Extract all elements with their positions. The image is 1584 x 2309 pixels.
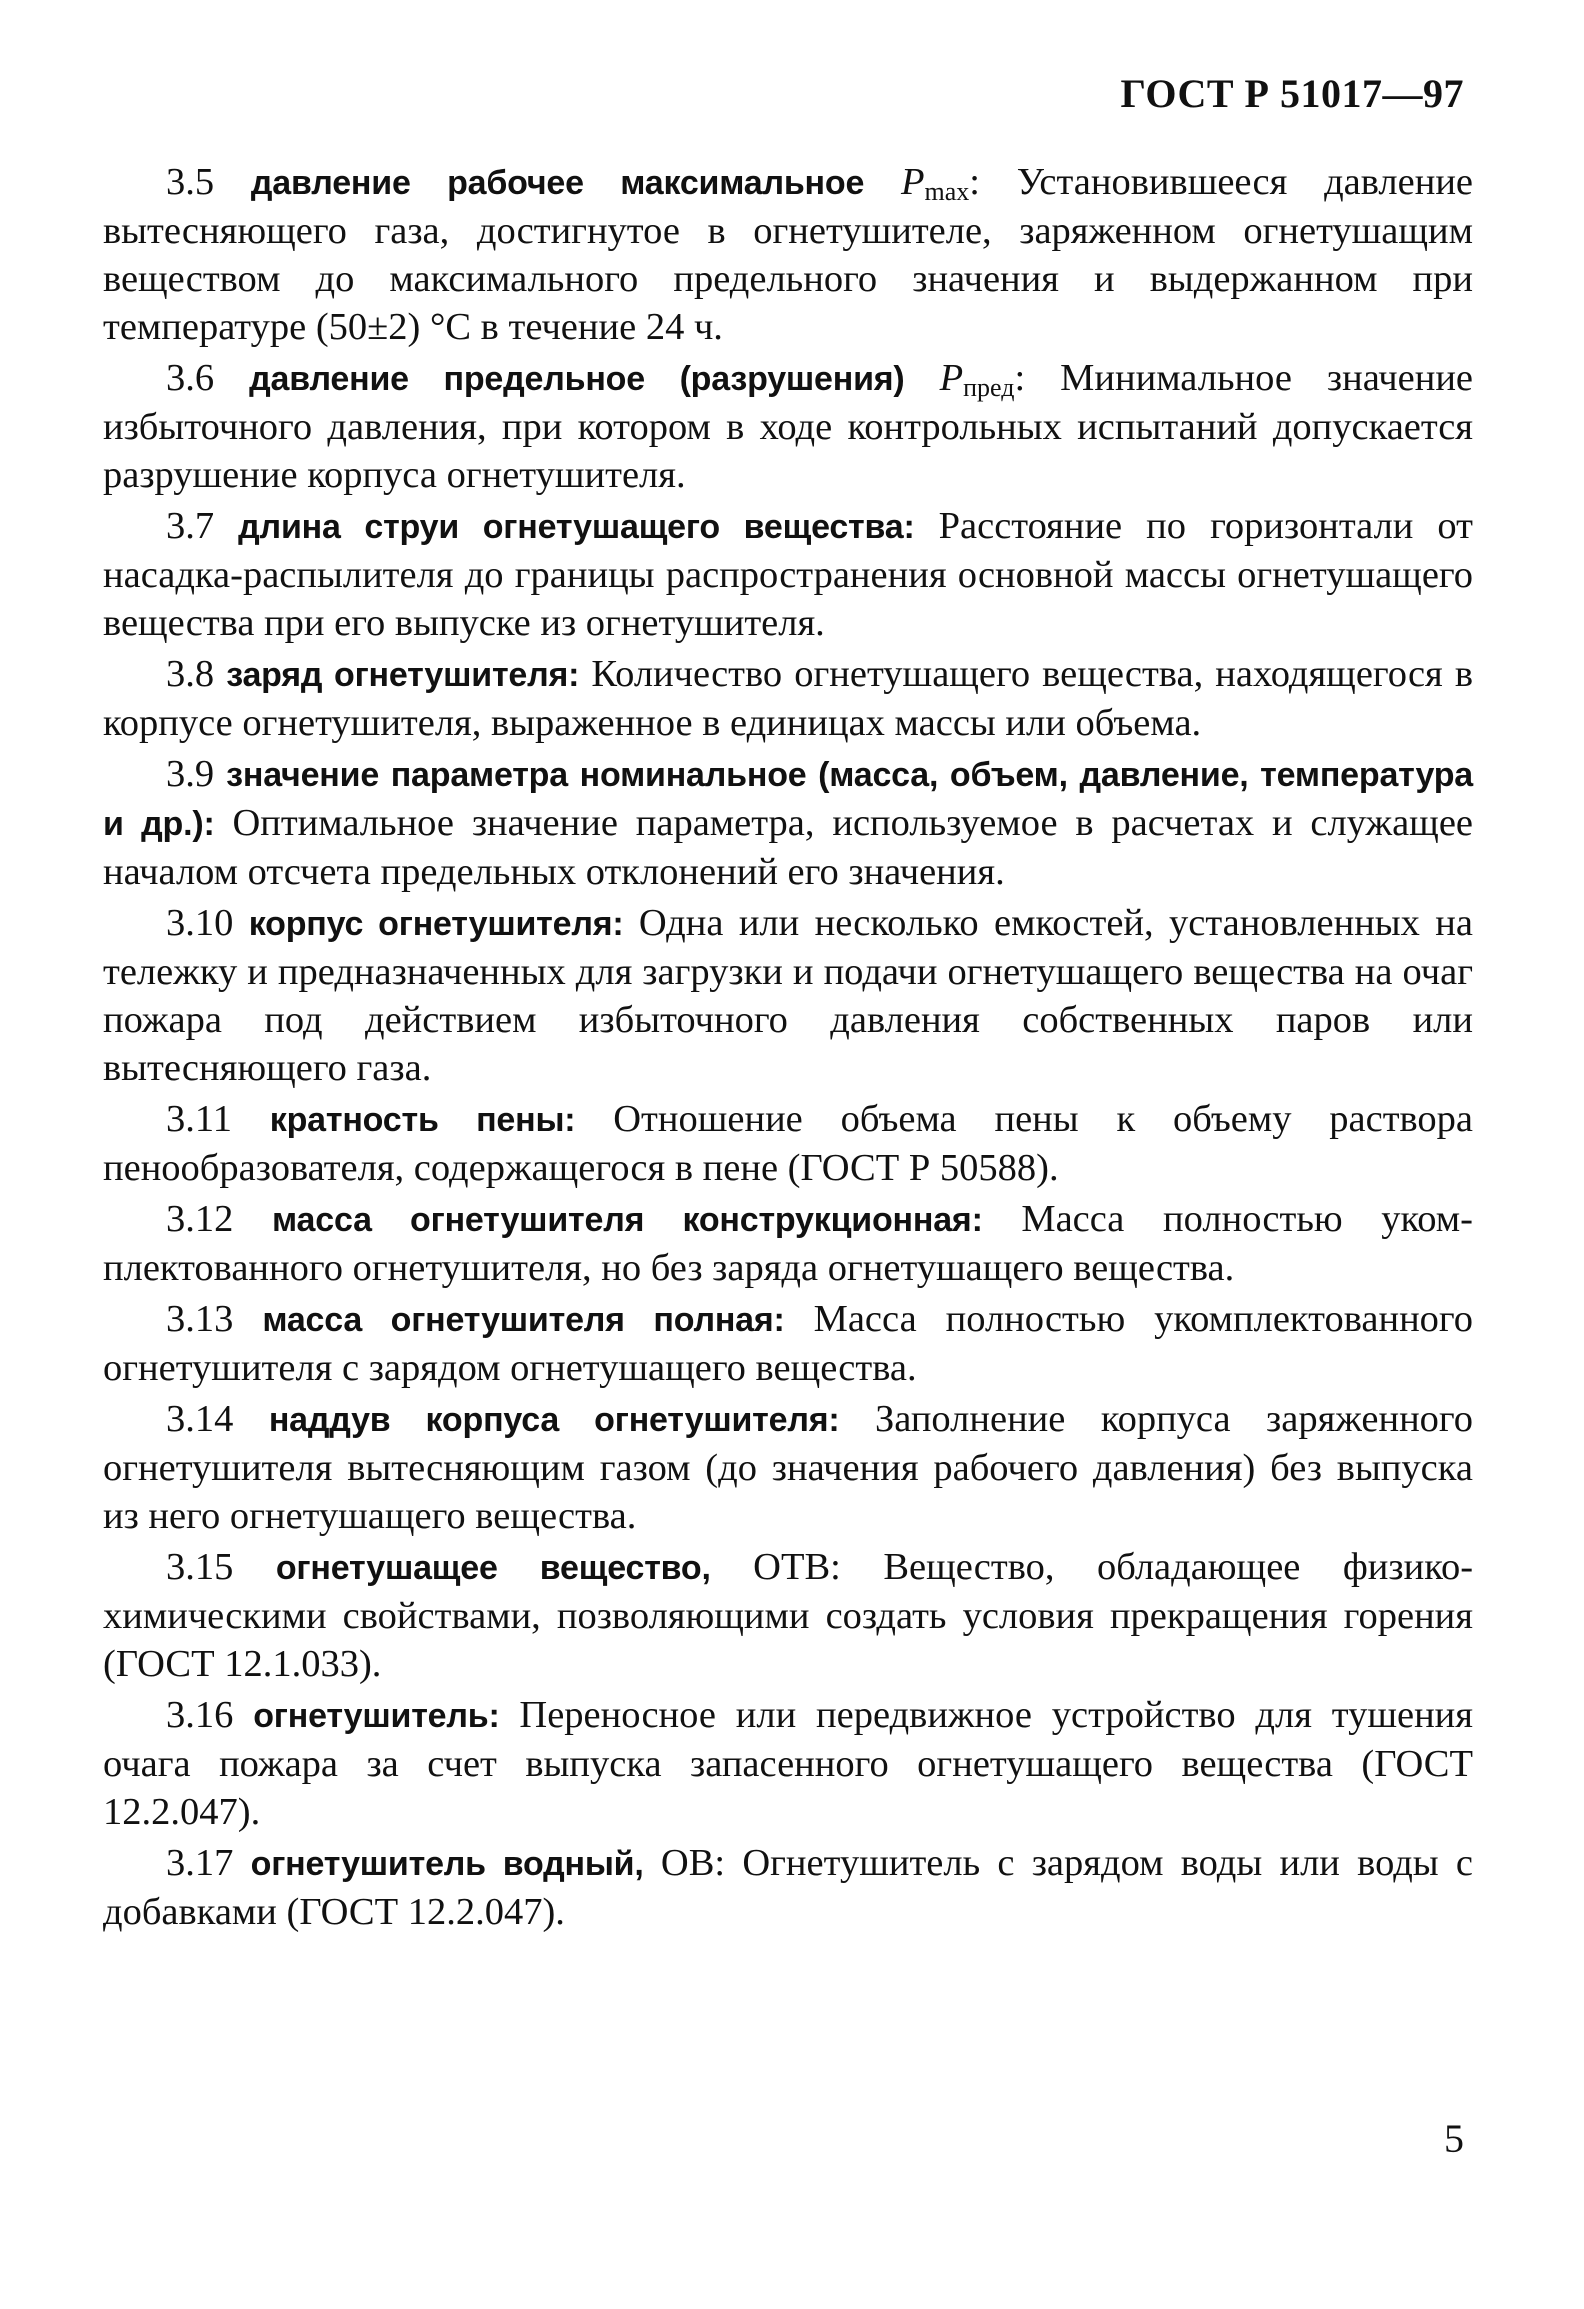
definition-3-6 [103,354,1473,499]
definition-number: 3.10 [166,902,234,944]
definition-term: кратность пены: [269,1101,576,1139]
page-number: 5 [1444,2116,1464,2161]
definition-term: давление рабочее максимальное [250,164,865,202]
document-body [103,158,1473,1939]
definition-3-8 [103,650,1473,747]
definition-number: 3.7 [166,505,215,547]
definition-term: длина струи огнетушащего вещества: [238,508,915,546]
definition-text: Количество огнетушащего вещества, находящегося в корпусе огнетушителя, выраженное в единицах массы или объема. [103,653,1473,744]
definition-3-5 [103,158,1473,351]
definition-3-15 [103,1543,1473,1688]
definition-number: 3.16 [166,1694,234,1736]
definition-text: Заполнение корпуса заряженного огнетушителя вытесняющим газом (до значения рабочего давления) без выпуска из него огнетушащего вещества. [103,1398,1474,1537]
definition-3-14 [103,1395,1473,1540]
page-header: ГОСТ Р 51017—97 [1120,71,1464,116]
definition-text: ОВ: Огнетушитель с зарядом воды или воды с добавками (ГОСТ 12.2.047). [103,1842,1474,1933]
definition-text: Отношение объема пены к объему раствора пенообразователя, содержащегося в пене (ГОСТ Р 50588). [103,1098,1474,1189]
definition-3-10 [103,899,1473,1092]
definition-number: 3.12 [166,1198,234,1240]
definition-text: ОТВ: Вещество, обладающее физико-химическими свойствами, позволяющими создать условия прекращения горения (ГОСТ 12.1.033). [103,1546,1474,1685]
definition-text: Масса полностью укомплектованного огнетушителя с зарядом огнетушащего вещества. [103,1298,1473,1389]
definition-3-16 [103,1691,1473,1836]
definition-3-17 [103,1839,1473,1936]
definition-text: Расстояние по горизонтали от насадка-распылителя до границы распространения основной массы огнетушащего вещества при его выпуске из огнетушителя. [103,505,1473,644]
definition-term: значение параметра номинальное (масса, объем, давление, температура и др.): [103,756,1473,843]
definition-number: 3.15 [166,1546,234,1588]
definition-symbol: P [900,161,925,203]
definition-3-9 [103,750,1473,896]
definition-number: 3.17 [166,1842,234,1884]
definition-text: Масса полностью укомплектованного огнетушителя, но без заряда огнетушащего вещества. [103,1198,1473,1289]
definition-3-13 [103,1295,1473,1392]
definition-colon: : [969,161,980,203]
definition-term: огнетушащее вещество, [275,1549,711,1587]
definition-term: огнетушитель водный, [250,1845,644,1883]
definition-3-12 [103,1195,1473,1292]
definition-term: масса огнетушителя конструкционная: [272,1201,983,1239]
definition-symbol: P [939,357,964,399]
definition-text: Минимальное значение избыточного давления, при котором в ходе контрольных испытаний допускается разрушение корпуса огнетушителя. [103,357,1474,496]
definition-term: заряд огнетушителя: [226,656,580,694]
definition-number: 3.13 [166,1298,234,1340]
definition-symbol-subscript: пред [963,373,1015,402]
definition-text: Установившееся давление вытесняющего газа, достигнутое в огнетушителе, заряженном огнетушащим веществом до максимального предельного значения и выдержанном при температуре (50±2) °С в течение 24 ч. [103,161,1474,348]
definition-number: 3.11 [166,1098,232,1140]
definition-term: масса огнетушителя полная: [262,1301,785,1339]
definition-term: корпус огнетушителя: [248,905,624,943]
definition-number: 3.9 [166,753,215,795]
definition-term: наддув корпуса огнетушителя: [268,1401,840,1439]
definition-colon: : [1014,357,1026,399]
definition-number: 3.8 [166,653,215,695]
definition-symbol-subscript: max [924,177,970,206]
definition-3-11 [103,1095,1473,1192]
definition-term: давление предельное (разрушения) [249,360,905,398]
definition-text: Одна или несколько емкостей, установленных на тележку и предназначенных для загрузки и подачи огнетушащего вещества на очаг пожара под действием избыточного давления собственных паров или вытесняющего газа. [103,902,1473,1089]
definition-term: огнетушитель: [253,1697,500,1735]
definition-number: 3.14 [166,1398,234,1440]
definition-number: 3.6 [166,357,215,399]
definition-text: Оптимальное значение параметра, используемое в расчетах и служащее началом отсчета предельных отклонений его значения. [103,802,1473,893]
definition-3-7 [103,502,1473,647]
definition-number: 3.5 [166,161,215,203]
definition-text: Переносное или передвижное устройство для тушения очага пожара за счет выпуска запасенного огнетушащего вещества (ГОСТ 12.2.047). [103,1694,1473,1833]
